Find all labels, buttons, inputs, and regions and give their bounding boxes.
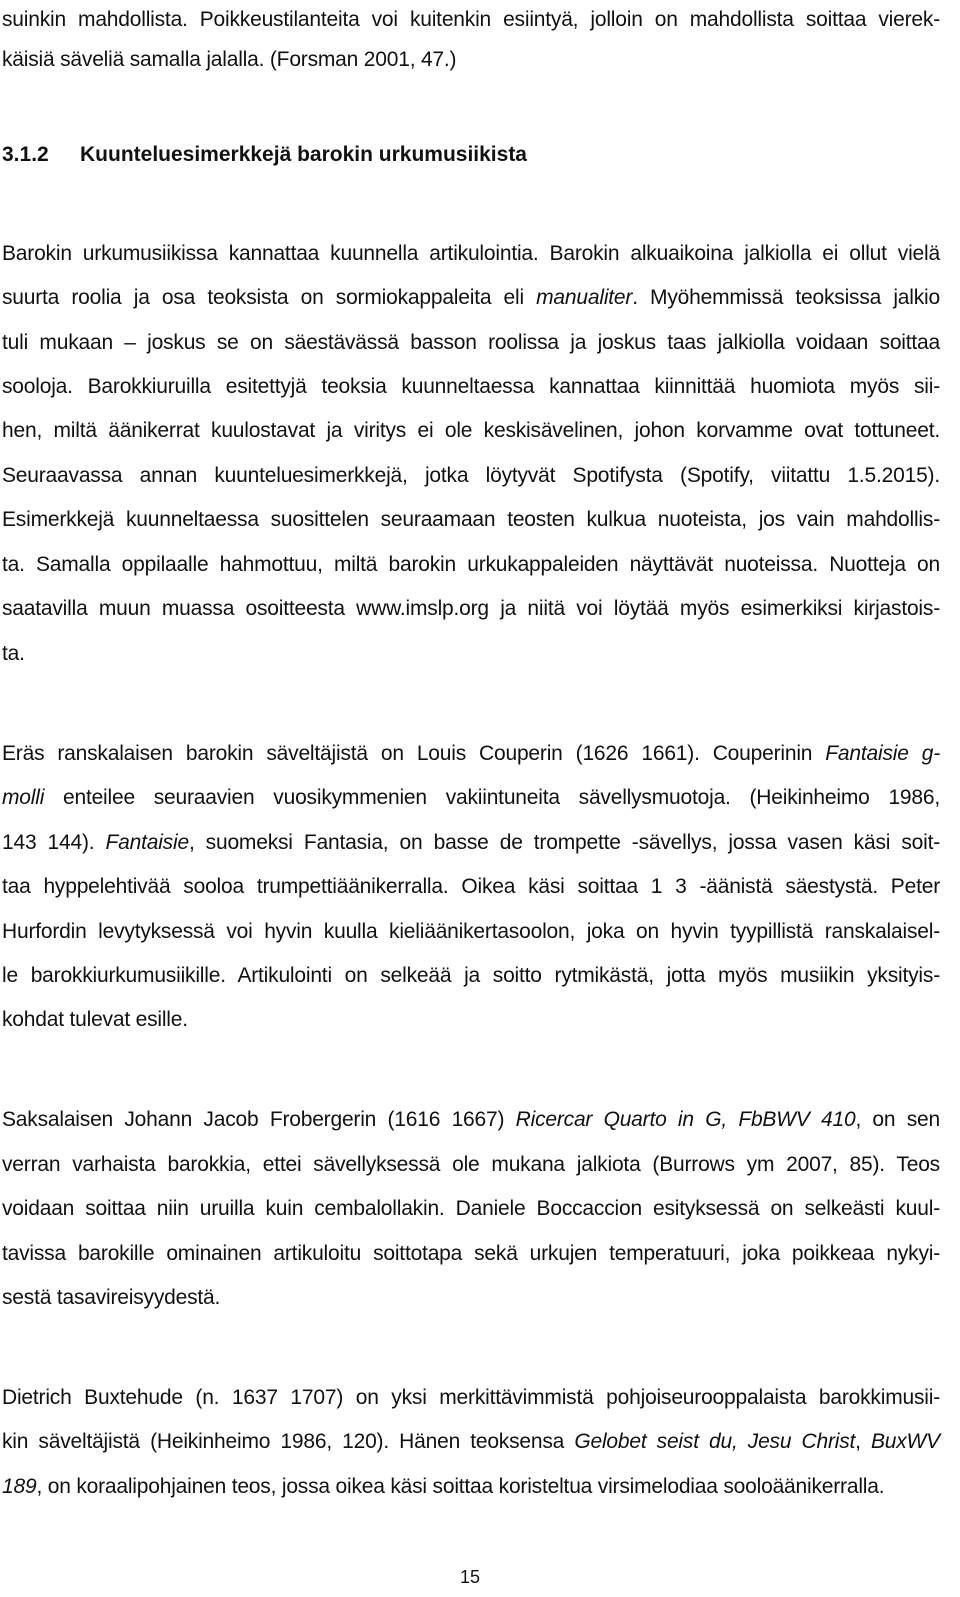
text-line: tuli mukaan – joskus se on säestävässä basson roolissa ja joskus taas jalkiolla voidaan soittaa <box>2 331 940 354</box>
text-line: molli enteilee seuraavien vuosikymmenien vakiintuneita sävellysmuotoja. (Heikinheimo 1986, <box>2 786 940 809</box>
italic-text: BuxWV <box>870 1430 940 1453</box>
text-line: 189, on koraalipohjainen teos, jossa oikea käsi soittaa koristeltua virsimelodiaa sooloäänikerralla. <box>2 1475 885 1498</box>
italic-text: Fantaisie g- <box>825 742 940 765</box>
text-line: hen, miltä äänikerrat kuulostavat ja viritys ei ole keskisävelinen, johon korvamme ovat tottuneet. <box>2 419 940 442</box>
text-line: käisiä säveliä samalla jalalla. (Forsman 2001, 47.) <box>2 48 457 71</box>
page-number: 15 <box>459 1567 481 1587</box>
text-line: kin säveltäjistä (Heikinheimo 1986, 120). Hänen teoksensa Gelobet seist du, Jesu Christ, BuxWV <box>2 1430 940 1453</box>
text-line: Hurfordin levytyksessä voi hyvin kuulla kieliäänikertasoolon, joka on hyvin tyypillistä ranskalaisel- <box>2 920 940 943</box>
text-line: 143 144). Fantaisie, suomeksi Fantasia, on basse de trompette -sävellys, jossa vasen käsi soit- <box>2 831 940 854</box>
text-line: kohdat tulevat esille. <box>2 1008 188 1031</box>
italic-text: Ricercar Quarto in G, FbBWV 410 <box>515 1108 856 1131</box>
text-line: Seuraavassa annan kuunteluesimerkkejä, jotka löytyvät Spotifysta (Spotify, viitattu 1.5.2015). <box>2 464 940 487</box>
text-line: Saksalaisen Johann Jacob Frobergerin (1616 1667) Ricercar Quarto in G, FbBWV 410, on sen <box>2 1108 941 1131</box>
italic-text: Fantaisie <box>105 831 189 854</box>
italic-text: Gelobet seist du, Jesu Christ <box>574 1430 856 1453</box>
text-line: sooloja. Barokkiuruilla esitettyjä teoksia kuunneltaessa kannattaa kiinnittää huomiota myös sii- <box>2 375 940 398</box>
italic-text: manualiter <box>536 286 633 309</box>
section-number: 3.1.2 <box>2 143 49 166</box>
text-line: Barokin urkumusiikissa kannattaa kuunnella artikulointia. Barokin alkuaikoina jalkiolla ei ollut vielä <box>2 242 940 265</box>
text-line: Eräs ranskalaisen barokin säveltäjistä on Louis Couperin (1626 1661). Couperinin Fantaisie g- <box>2 742 940 765</box>
text-line: ta. <box>2 642 25 665</box>
text-line: suurta roolia ja osa teoksista on sormiokappaleita eli manualiter. Myöhemmissä teoksissa jalkio <box>2 286 940 309</box>
text-line: sestä tasavireisyydestä. <box>2 1286 221 1309</box>
italic-text: molli <box>2 786 45 809</box>
text-line: ta. Samalla oppilaalle hahmottuu, miltä barokin urkukappaleiden näyttävät nuoteissa. Nuotteja on <box>2 553 940 576</box>
text-line: le barokkiurkumusiikille. Artikulointi on selkeää ja soitto rytmikästä, jotta myös musiikin yksityis- <box>2 964 940 987</box>
text-line: voidaan soittaa niin uruilla kuin cembalollakin. Daniele Boccaccion esityksessä on selkeästi kuul- <box>2 1197 940 1220</box>
text-line: Dietrich Buxtehude (n. 1637 1707) on yksi merkittävimmistä pohjoiseurooppalaista barokkimusii- <box>2 1386 940 1409</box>
section-title: Kuunteluesimerkkejä barokin urkumusiikista <box>80 143 527 166</box>
text-line: saatavilla muun muassa osoitteesta www.imslp.org ja niitä voi löytää myös esimerkiksi kirjastois- <box>2 597 940 620</box>
text-line: suinkin mahdollista. Poikkeustilanteita voi kuitenkin esiintyä, jolloin on mahdollista soittaa vierek- <box>2 8 940 31</box>
italic-text: 189 <box>2 1475 37 1498</box>
text-line: Esimerkkejä kuunneltaessa suosittelen seuraamaan teosten kulkua nuoteista, jos vain mahdollis- <box>2 508 940 531</box>
text-line: tavissa barokille ominainen artikuloitu soittotapa sekä urkujen temperatuuri, joka poikkeaa nykyi- <box>2 1242 940 1265</box>
text-line: taa hyppelehtivää sooloa trumpettiäänikerralla. Oikea käsi soittaa 1 3 -äänistä säestystä. Peter <box>2 875 940 898</box>
section-heading <box>2 141 527 169</box>
text-line: verran varhaista barokkia, ettei sävellyksessä ole mukana jalkiota (Burrows ym 2007, 85). Teos <box>2 1153 940 1176</box>
